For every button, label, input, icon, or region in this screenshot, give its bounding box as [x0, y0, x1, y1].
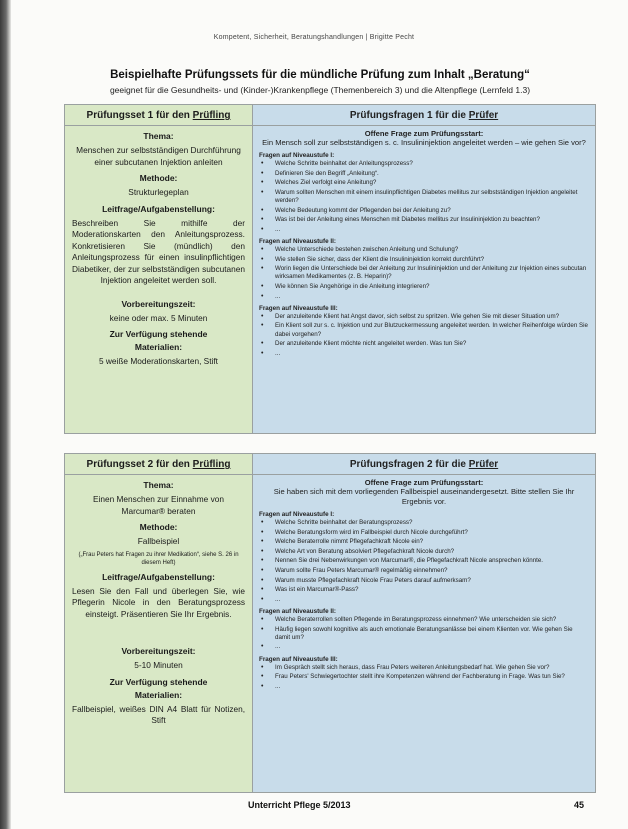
question-item: • Welche Art von Beratung absolviert Pflegefachkraft Nicole durch?: [259, 548, 589, 556]
set-1-theme-text: Menschen zur selbstständigen Durchführung einer subcutanen Injektion anleiten: [76, 145, 241, 167]
question-item: • Warum sollten Menschen mit einem insulinpflichtigen Diabetes mellitus zur selbstständigen Injektion angeleitet werden?: [259, 189, 589, 205]
question-item: • Ein Klient soll zur s. c. Injektion und zur Blutzuckermessung angeleitet werden. In welcher Reihenfolge würden Sie dabei vorgehen?: [259, 322, 589, 338]
question-item: • Warum sollte Frau Peters Marcumar® regelmäßig einnehmen?: [259, 567, 589, 575]
page-title: Beispielhafte Prüfungssets für die mündliche Prüfung zum Inhalt „Beratung“: [110, 69, 530, 81]
question-level-label: Fragen auf Niveaustufe III:: [259, 655, 338, 663]
question-list: [259, 664, 589, 691]
question-item: • Wie können Sie Angehörige in die Anleitung integrieren?: [259, 283, 589, 291]
question-item: • ...: [259, 683, 589, 691]
set-2-examiner-column: [253, 454, 595, 792]
set-2-open-question-text: Sie haben sich mit dem vorliegenden Fallbeispiel auseinandergesetzt. Bitte stellen Sie Ihr Ergebnis vor.: [273, 487, 575, 506]
set-2-task-text: Lesen Sie den Fall und überlegen Sie, wie Pflegerin Nicole in den Beratungsprozess einsteigt. Präsentieren Sie Ihr Ergebnis.: [72, 585, 245, 619]
set-1-material-label: Materialien:: [134, 342, 183, 352]
question-item: • Der anzuleitende Klient möchte nicht angeleitet werden. Was tun Sie?: [259, 340, 589, 348]
question-item: • Welche Bedeutung kommt der Pflegenden bei der Anleitung zu?: [259, 207, 589, 215]
set-1-candidate-header: Prüfungsset 1 für den Prüfling: [65, 105, 252, 126]
set-2-candidate-header: Prüfungsset 2 für den Prüfling: [65, 454, 252, 475]
set-2-theme-label: Thema:: [143, 480, 174, 490]
question-list: [259, 246, 589, 301]
set-1-question-levels: [259, 152, 589, 358]
question-item: • Was ist bei der Anleitung eines Menschen mit Diabetes mellitus zur Insulininjektion zu beachten?: [259, 216, 589, 224]
set-1-prep-label: Vorbereitungszeit:: [121, 298, 196, 309]
question-item: • Welche Beraterrollen sollten Pflegende im Beratungsprozess einnehmen? Wie unterscheiden sie sich?: [259, 616, 589, 624]
question-item: • Welches Ziel verfolgt eine Anleitung?: [259, 179, 589, 187]
set-2-prep-text: 5-10 Minuten: [134, 660, 183, 670]
journal-issue: Unterricht Pflege 5/2013: [248, 800, 351, 810]
question-level-label: Fragen auf Niveaustufe II:: [259, 237, 336, 245]
set-2-available-label: Zur Verfügung stehende: [109, 676, 208, 687]
question-item: • Der anzuleitende Klient hat Angst davor, sich selbst zu spritzen. Wie gehen Sie mit dieser Situation um?: [259, 313, 589, 321]
question-item: • Worin liegen die Unterschiede bei der Anleitung zur Insulininjektion und der Anleitung zur Injektion eines subcutan wirksamen Medikamentes (z. B. Heparin)?: [259, 265, 589, 281]
set-2-candidate-column: [65, 454, 253, 792]
set-2-question-levels: [259, 511, 589, 691]
question-item: • ...: [259, 643, 589, 651]
set-2-method-text: Fallbeispiel: [137, 536, 180, 546]
question-level-label: Fragen auf Niveaustufe I:: [259, 511, 335, 518]
question-item: • Welche Beratungsform wird im Fallbeispiel durch Nicole durchgeführt?: [259, 529, 589, 537]
set-2-material-text: Fallbeispiel, weißes DIN A4 Blatt für Notizen, Stift: [72, 703, 245, 725]
page-subtitle: geeignet für die Gesundheits- und (Kinder-)Krankenpflege (Themenbereich 3) und die Altenpflege (Lernfeld 1.3): [109, 85, 531, 95]
question-item: • Welche Unterschiede bestehen zwischen Anleitung und Schulung?: [259, 246, 589, 254]
question-item: • ...: [259, 596, 589, 604]
exam-set-2: [64, 453, 596, 793]
set-2-method-label: Methode:: [139, 522, 178, 532]
exam-set-1: [64, 104, 596, 434]
set-1-method-text: Strukturlegeplan: [128, 187, 189, 197]
book-spine-shadow: [0, 0, 11, 829]
question-item: • Frau Peters' Schwiegertochter stellt ihre Kompetenzen während der Fachberatung in Frage. Was tun Sie?: [259, 673, 589, 681]
question-item: • Welche Beraterrolle nimmt Pflegefachkraft Nicole ein?: [259, 538, 589, 546]
set-1-theme-label: Thema:: [143, 131, 174, 141]
question-item: • Wie stellen Sie sicher, dass der Klient die Insulininjektion korrekt durchführt?: [259, 256, 589, 264]
question-item: • Warum musste Pflegefachkraft Nicole Frau Peters darauf aufmerksam?: [259, 577, 589, 585]
question-list: [259, 616, 589, 652]
set-1-task-label: Leitfrage/Aufgabenstellung:: [102, 203, 215, 214]
set-2-open-question-title: Offene Frage zum Prüfungsstart:: [364, 478, 484, 487]
question-item: • Definieren Sie den Begriff „Anleitung“.: [259, 170, 589, 178]
question-item: • Häufig liegen sowohl kognitive als auch emotionale Beratungsanlässe bei einem Klienten vor. Wie gehen Sie damit um?: [259, 626, 589, 642]
set-2-material-label: Materialien:: [134, 689, 183, 700]
set-1-open-question-title: Offene Frage zum Prüfungsstart:: [364, 129, 484, 138]
question-item: • Was ist ein Marcumar®-Pass?: [259, 586, 589, 594]
running-head: Kompetent, Sicherheit, Beratungshandlungen | Brigitte Pecht: [213, 34, 415, 41]
set-2-theme-text: Einen Menschen zur Einnahme von Marcumar® beraten: [93, 494, 224, 516]
question-item: • ...: [259, 350, 589, 358]
set-1-available-label: Zur Verfügung stehende: [109, 329, 208, 339]
question-level-label: Fragen auf Niveaustufe III:: [259, 304, 338, 312]
set-1-method-label: Methode:: [139, 173, 178, 183]
set-1-candidate-column: [65, 105, 253, 433]
question-list: [259, 313, 589, 358]
question-list: [259, 519, 589, 604]
set-1-examiner-column: [253, 105, 595, 433]
set-1-material-text: 5 weiße Moderationskarten, Stift: [99, 356, 218, 366]
set-2-examiner-header: Prüfungsfragen 2 für die Prüfer: [253, 454, 595, 475]
question-item: • ...: [259, 293, 589, 301]
set-2-method-note: („Frau Peters hat Fragen zu ihrer Medikation“, siehe S. 26 in diesem Heft): [78, 551, 239, 566]
question-list: [259, 160, 589, 234]
set-1-prep-text: keine oder max. 5 Minuten: [109, 312, 208, 323]
set-1-examiner-header: Prüfungsfragen 1 für die Prüfer: [253, 105, 595, 126]
question-item: • Welche Schritte beinhaltet der Beratungsprozess?: [259, 519, 589, 527]
question-level-label: Fragen auf Niveaustufe I:: [259, 152, 335, 159]
question-item: • Nennen Sie drei Nebenwirkungen von Marcumar®, die Pflegefachkraft Nicole ansprechen könnte.: [259, 557, 589, 565]
set-1-open-question-text: Ein Mensch soll zur selbstständigen s. c. Insulininjektion angeleitet werden – wie gehen Sie vor?: [262, 138, 586, 147]
question-item: • Welche Schritte beinhaltet der Anleitungsprozess?: [259, 160, 589, 168]
question-item: • ...: [259, 226, 589, 234]
set-2-prep-label: Vorbereitungszeit:: [121, 646, 196, 656]
question-item: • Im Gespräch stellt sich heraus, dass Frau Peters weiteren Anleitungsbedarf hat. Wie gehen Sie vor?: [259, 664, 589, 672]
question-level-label: Fragen auf Niveaustufe II:: [259, 607, 336, 615]
set-1-task-text: Beschreiben Sie mithilfe der Moderationskarten den Anleitungsprozess. Konkretisieren Sie (mündlich) den Anleitungsprozess für einen insulinpflichtigen Diabetiker, der zur selbstständigen subcutanen Injektion angeleitet werden soll.: [72, 217, 245, 285]
page-number: 45: [574, 800, 585, 810]
set-2-task-label: Leitfrage/Aufgabenstellung:: [102, 571, 215, 582]
